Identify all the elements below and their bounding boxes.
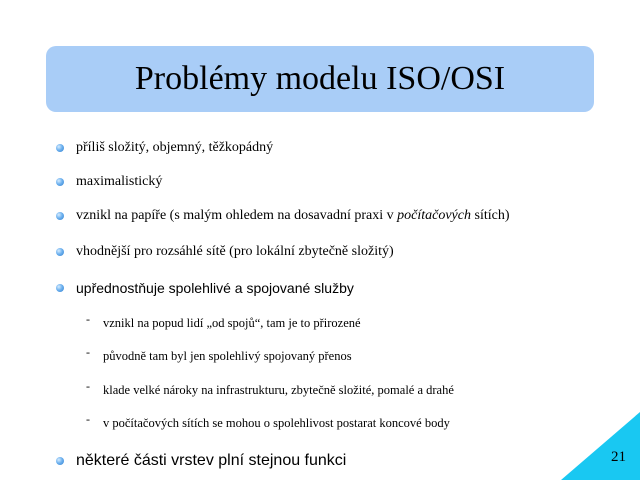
bullet-text: některé části vrstev plní stejnou funkci — [76, 452, 347, 469]
slide-title: Problémy modelu ISO/OSI — [134, 60, 506, 97]
dash-icon: - — [86, 345, 90, 359]
bullet-dot-icon — [56, 178, 64, 186]
subbullet-text: vznikl na popud lidí „od spojů“, tam je to přirozené — [103, 316, 361, 330]
bullet-dot-icon — [56, 212, 64, 220]
subbullet-item — [85, 345, 352, 364]
bullet-dot-icon — [56, 284, 64, 292]
dash-icon: - — [86, 412, 90, 426]
bullet-item — [56, 280, 354, 296]
subbullet-text: v počítačových sítích se mohou o spolehlivost postarat koncové body — [103, 416, 450, 430]
bullet-dot-icon — [56, 457, 64, 465]
dash-icon: - — [86, 312, 90, 326]
subbullet-item — [85, 312, 361, 331]
bullet-item — [56, 452, 346, 470]
page-number: 21 — [611, 449, 626, 465]
bullet-text: vznikl na papíře (s malým ohledem na dosavadní praxi v počítačových sítích) — [76, 208, 510, 223]
subbullet-text: původně tam byl jen spolehlivý spojovaný přenos — [103, 349, 352, 363]
bullet-text: vhodnější pro rozsáhlé sítě (pro lokální zbytečně složitý) — [76, 244, 394, 259]
bullet-item — [56, 174, 162, 190]
subbullet-item — [85, 379, 454, 398]
bullet-item — [56, 244, 394, 260]
bullet-dot-icon — [56, 144, 64, 152]
bullet-text: maximalistický — [76, 174, 163, 189]
bullet-text: příliš složitý, objemný, těžkopádný — [76, 140, 274, 155]
bullet-item — [56, 208, 510, 224]
bullet-item — [56, 140, 273, 156]
subbullet-item — [85, 412, 450, 431]
subbullet-text: klade velké nároky na infrastrukturu, zbytečně složité, pomalé a drahé — [103, 383, 454, 397]
corner-decoration — [561, 412, 640, 480]
dash-icon: - — [86, 379, 90, 393]
bullet-dot-icon — [56, 248, 64, 256]
bullet-text: upřednostňuje spolehlivé a spojované služby — [76, 280, 354, 296]
